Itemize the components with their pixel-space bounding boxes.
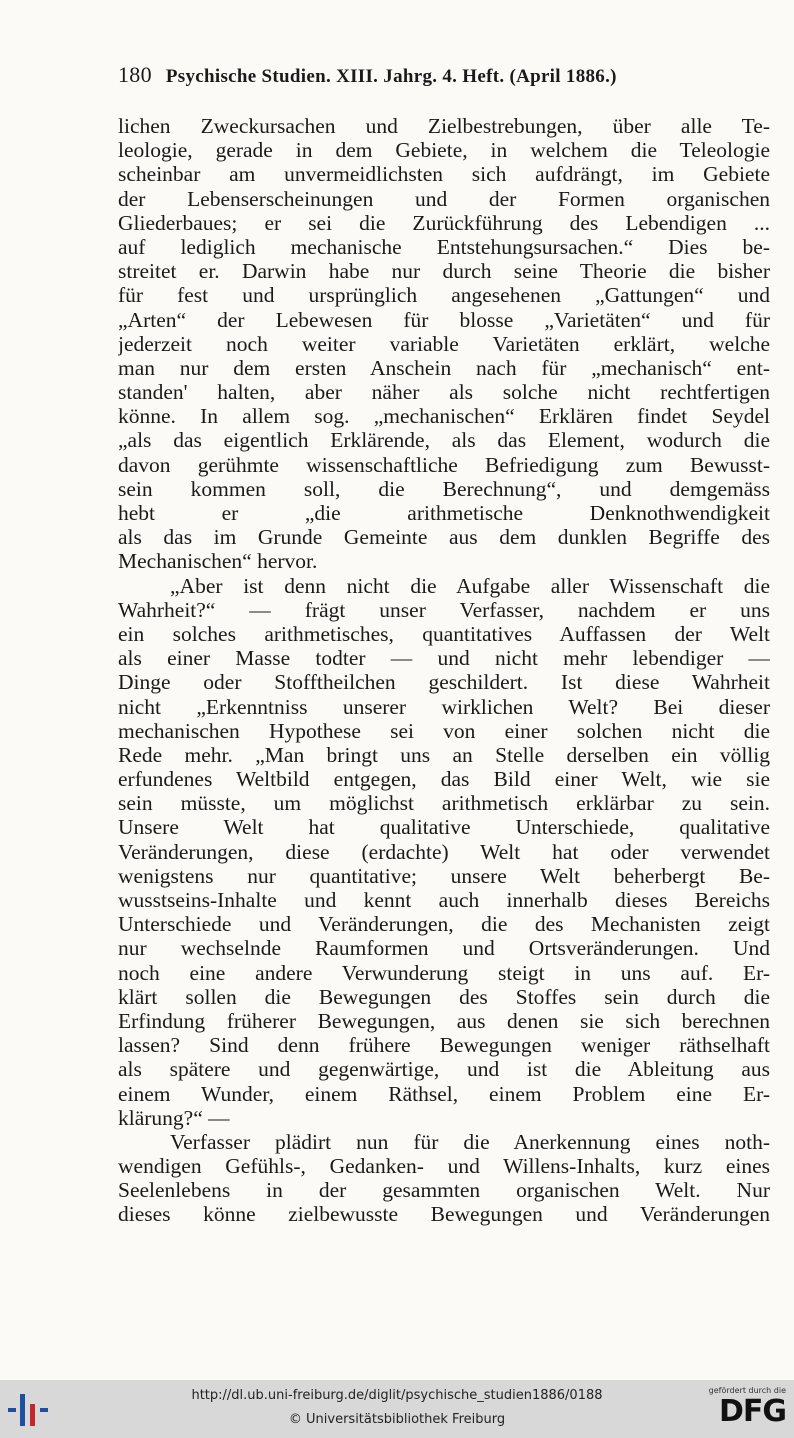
text-line: ein solches arithmetisches, quantitatives Auffassen der Welt (118, 621, 770, 646)
text-line: sein kommen soll, die Berechnung“, und demgemäss (118, 476, 770, 501)
text-line: nicht „Erkenntniss unserer wirklichen Welt? Bei dieser (118, 694, 770, 719)
text-line: scheinbar am unvermeidlichsten sich aufdrängt, im Gebiete (118, 162, 770, 187)
dfg-caption: gefördert durch die (708, 1386, 786, 1395)
text-line: erfundenes Weltbild entgegen, das Bild einer Welt, wie sie (118, 767, 770, 792)
text-line: einem Wunder, einem Räthsel, einem Problem eine Er- (118, 1081, 770, 1106)
text-line: man nur dem ersten Anschein nach für „mechanisch“ ent- (118, 355, 770, 380)
text-line: leologie, gerade in dem Gebiete, in welchem die Teleologie (118, 138, 770, 163)
text-line: standen' halten, aber näher als solche nicht rechtfertigen (118, 380, 770, 405)
text-line: Seelenlebens in der gesammten organischen Welt. Nur (118, 1178, 770, 1203)
text-line: könne. In allem sog. „mechanischen“ Erklären findet Seydel (118, 404, 770, 429)
copyright-notice: © Universitätsbibliothek Freiburg (288, 1412, 506, 1427)
text-line: wendigen Gefühls-, Gedanken- und Willens-Inhalts, kurz eines (118, 1154, 770, 1179)
text-line: Unterschiede und Veränderungen, die des Mechanisten zeigt (118, 912, 770, 937)
text-line: Gliederbaues; er sei die Zurückführung des Lebendigen ... (118, 210, 770, 235)
text-line: Veränderungen, diese (erdachte) Welt hat oder verwendet (118, 839, 770, 864)
text-line: nur wechselnde Raumformen und Ortsveränderungen. Und (118, 936, 770, 961)
text-line: sein müsste, um möglichst arithmetisch erklärbar zu sein. (118, 791, 770, 816)
page-number: 180 (118, 62, 152, 87)
text-line: Dinge oder Stofftheilchen geschildert. Ist diese Wahrheit (118, 670, 770, 695)
text-line: klärt sollen die Bewegungen des Stoffes sein durch die (118, 984, 770, 1009)
body-text (118, 114, 770, 1227)
dfg-sponsor (696, 1386, 786, 1436)
text-line: Verfasser plädirt nun für die Anerkennung eines noth- (170, 1129, 770, 1154)
text-line: klärung?“ — (118, 1105, 230, 1130)
text-line: noch eine andere Verwunderung steigt in uns auf. Er- (118, 960, 770, 985)
text-line: mechanischen Hypothese sei von einer solchen nicht die (118, 718, 770, 743)
text-line: „als das eigentlich Erklärende, als das Element, wodurch die (118, 428, 770, 453)
text-line: als das im Grunde Gemeinte aus dem dunklen Begriffe des (118, 525, 770, 550)
text-line: lichen Zweckursachen und Zielbestrebungen, über alle Te- (118, 114, 770, 138)
text-line: Rede mehr. „Man bringt uns an Stelle derselben ein völlig (118, 742, 770, 767)
text-line: wusstseins-Inhalte und kennt auch innerhalb dieses Bereichs (118, 888, 770, 912)
text-line: jederzeit noch weiter variable Varietäten erklärt, welche (118, 331, 770, 356)
text-line: wenigstens nur quantitative; unsere Welt beherbergt Be- (118, 863, 770, 888)
text-line: streitet er. Darwin habe nur durch seine Theorie die bisher (118, 259, 770, 284)
running-title: Psychische Studien. XIII. Jahrg. 4. Heft. (April 1886.) (165, 66, 617, 87)
text-line: davon gerühmte wissenschaftliche Befriedigung zum Bewusst- (118, 452, 770, 477)
text-line: lassen? Sind denn frühere Bewegungen weniger räthselhaft (118, 1033, 770, 1058)
document-url[interactable]: http://dl.ub.uni-freiburg.de/diglit/psychische_studien1886/0188 (191, 1388, 603, 1403)
text-line: Mechanischen“ hervor. (118, 549, 318, 574)
text-line: Unsere Welt hat qualitative Unterschiede, qualitative (118, 815, 770, 840)
text-line: Erfindung früherer Bewegungen, aus denen sie sich berechnen (118, 1008, 770, 1033)
running-header (118, 62, 724, 88)
viewer-footer (0, 1380, 794, 1438)
dfg-logo: DFG (718, 1394, 786, 1429)
text-line: Wahrheit?“ — frägt unser Verfasser, nachdem er uns (118, 597, 770, 622)
text-line: „Aber ist denn nicht die Aufgabe aller Wissenschaft die (170, 573, 770, 598)
text-line: als einer Masse todter — und nicht mehr lebendiger — (118, 646, 770, 671)
text-line: für fest und ursprünglich angesehenen „Gattungen“ und (118, 283, 770, 308)
text-line: hebt er „die arithmetische Denknothwendigkeit (118, 501, 770, 525)
text-line: „Arten“ der Lebewesen für blosse „Varietäten“ und für (118, 307, 770, 332)
text-line: auf lediglich mechanische Entstehungsursachen.“ Dies be- (118, 234, 770, 259)
text-line: dieses könne zielbewusste Bewegungen und Veränderungen (118, 1202, 770, 1227)
text-line: der Lebenserscheinungen und der Formen organischen (118, 186, 770, 211)
text-line: als spätere und gegenwärtige, und ist die Ableitung aus (118, 1057, 770, 1082)
